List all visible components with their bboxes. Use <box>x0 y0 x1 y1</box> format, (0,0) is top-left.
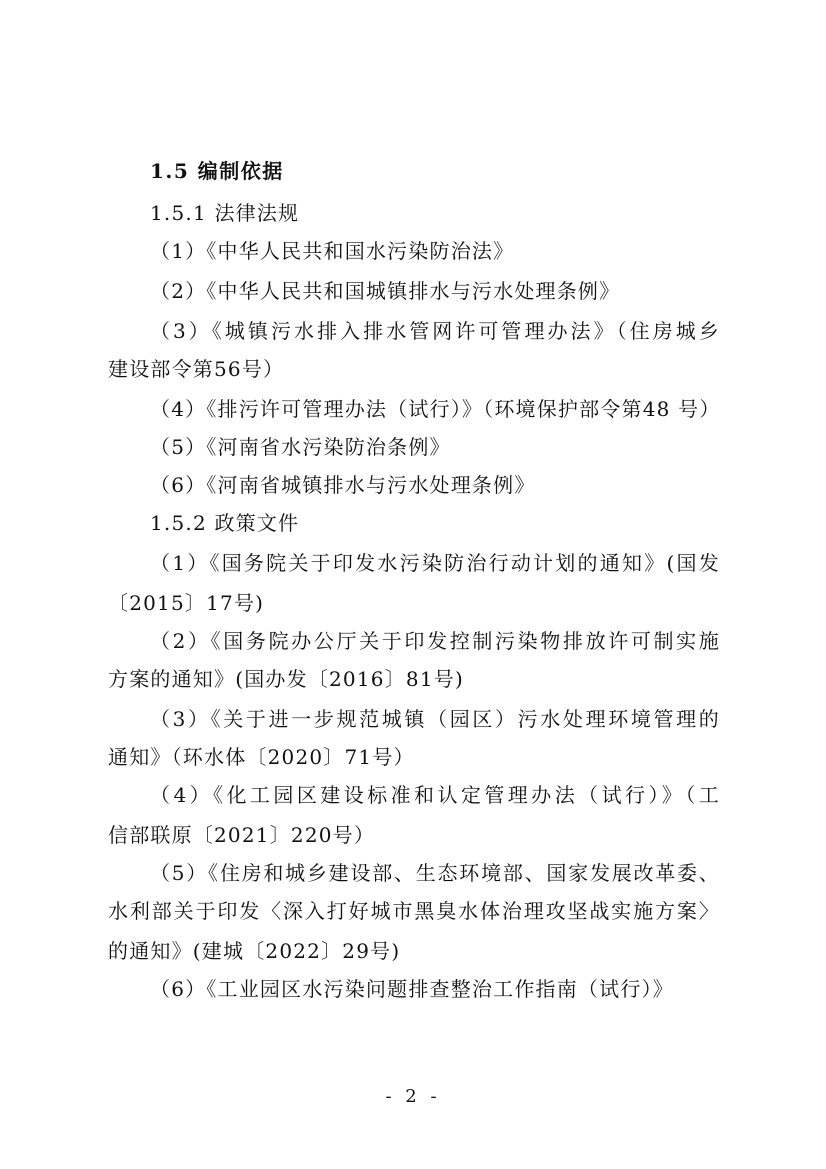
law-item-2: （2）《中华人民共和国城镇排水与污水处理条例》 <box>150 279 621 303</box>
law-item-6: （6）《河南省城镇排水与污水处理条例》 <box>150 473 536 497</box>
section-heading: 1.5 编制依据 <box>150 159 284 183</box>
page-number: - 2 - <box>385 1086 441 1107</box>
policy-item-4-line-1: （4）《化工园区建设标准和认定管理办法（试行）》（工 <box>150 783 720 807</box>
policy-item-2-line-2: 方案的通知》(国办发〔2016〕81号) <box>108 667 464 691</box>
subsection-title-policy: 1.5.2 政策文件 <box>150 511 300 535</box>
law-item-1: （1）《中华人民共和国水污染防治法》 <box>150 239 515 263</box>
subsection-title-law: 1.5.1 法律法规 <box>150 201 300 225</box>
policy-item-3-line-2: 通知》（环水体〔2020〕71号） <box>108 745 415 769</box>
policy-item-4-line-2: 信部联原〔2021〕220号） <box>108 823 376 847</box>
policy-item-5-line-1: （5）《住房和城乡建设部、生态环境部、国家发展改革委、 <box>150 861 720 885</box>
policy-item-5-line-3: 的通知》(建城〔2022〕29号) <box>108 939 401 963</box>
policy-item-6: （6）《工业园区水污染问题排查整治工作指南（试行）》 <box>150 977 674 1001</box>
law-item-3-line-1: （3）《城镇污水排入排水管网许可管理办法》（住房城乡 <box>150 319 720 343</box>
law-item-4: （4）《排污许可管理办法（试行）》（环境保护部令第48 号） <box>150 397 721 421</box>
policy-item-1-line-1: （1）《国务院关于印发水污染防治行动计划的通知》(国发 <box>150 551 720 575</box>
policy-item-2-line-1: （2）《国务院办公厅关于印发控制污染物排放许可制实施 <box>150 629 720 653</box>
policy-item-1-line-2: 〔2015〕17号) <box>108 591 265 615</box>
policy-item-5-line-2: 水利部关于印发〈深入打好城市黑臭水体治理攻坚战实施方案〉 <box>108 899 720 923</box>
policy-item-3-line-1: （3）《关于进一步规范城镇（园区）污水处理环境管理的 <box>150 707 720 731</box>
law-item-5: （5）《河南省水污染防治条例》 <box>150 435 451 459</box>
law-item-3-line-2: 建设部令第56号） <box>108 357 285 381</box>
